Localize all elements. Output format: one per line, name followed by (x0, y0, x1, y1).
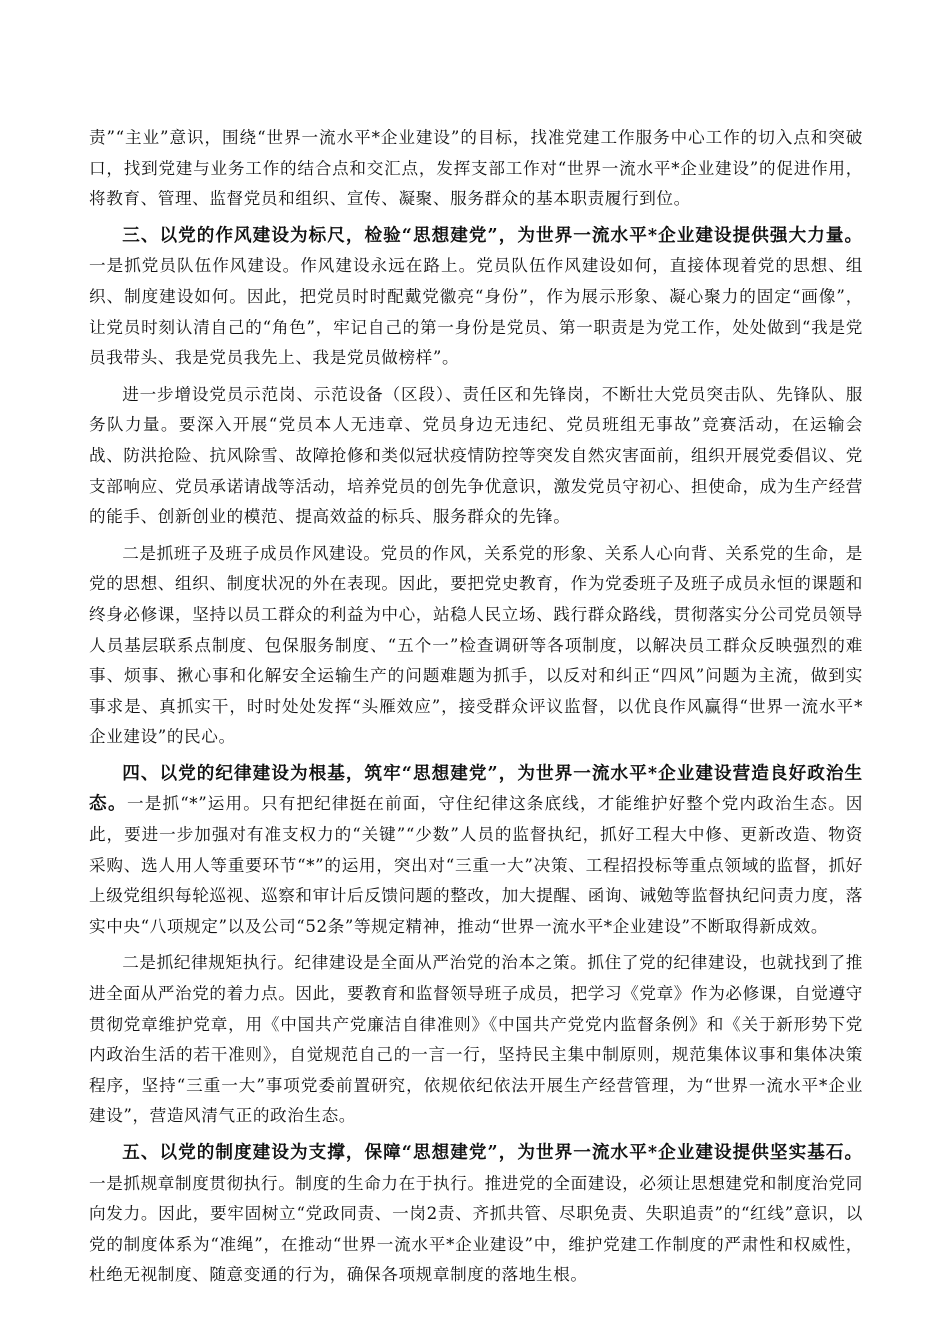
paragraph-4 (89, 539, 863, 753)
paragraph-7 (89, 1138, 863, 1291)
paragraph-2 (89, 221, 863, 374)
paragraph-1 (89, 123, 863, 215)
paragraph-6 (89, 948, 863, 1132)
paragraph-text: 二是抓纪律规矩执行。纪律建设是全面从严治党的治本之策。抓住了党的纪律建设，也就找到了推进全面从严治党的着力点。因此，要教育和监督领导班子成员，把学习《党章》作为必修课，自觉遵守贯彻党章维护党章，用《中国共产党廉洁自律准则》《中国共产党党内监督条例》和《关于新形势下党内政治生活的若干准则》，自觉规范自己的一言一行，坚持民主集中制原则，规范集体议事和集体决策程序，坚持“三重一大”事项党委前置研究，依规依纪依法开展生产经营管理，为“世界一流水平*企业建设”，营造风清气正的政治生态。 (89, 953, 863, 1126)
paragraph-text: 一是抓“*”运用。只有把纪律挺在前面，守住纪律这条底线，才能维护好整个党内政治生态。因此，要进一步加强对有准支权力的“关键”“少数”人员的监督执纪，抓好工程大中修、更新改造、物资采购、选人用人等重要环节“*”的运用，突出对“三重一大”决策、工程招投标等重点领域的监督，抓好上级党组织每轮巡视、巡察和审计后反馈问题的整改，加大提醒、函询、诫勉等监督执纪问责力度，落实中央“八项规定”以及公司“52条”等规定精神，推动“世界一流水平*企业建设”不断取得新成效。 (89, 794, 863, 936)
paragraph-text: 一是抓规章制度贯彻执行。制度的生命力在于执行。推进党的全面建设，必须让思想建党和制度治党同向发力。因此，要牢固树立“党政同责、一岗2责、齐抓共管、尽职免责、失职追责”的“红线”意识，以党的制度体系为“准绳”，在推动“世界一流水平*企业建设”中，维护党建工作制度的严肃性和权威性，杜绝无视制度、随意变通的行为，确保各项规章制度的落地生根。 (89, 1173, 863, 1285)
paragraph-3 (89, 380, 863, 533)
section-heading-5: 五、以党的制度建设为支撑，保障“思想建党”，为世界一流水平*企业建设提供坚实基石。 (122, 1142, 863, 1163)
section-heading-3: 三、以党的作风建设为标尺，检验“思想建党”，为世界一流水平*企业建设提供强大力量。 (122, 224, 863, 246)
paragraph-text: 责”“主业”意识，围绕“世界一流水平*企业建设”的目标，找准党建工作服务中心工作的切入点和突破口，找到党建与业务工作的结合点和交汇点，发挥支部工作对“世界一流水平*企业建设”的促进作用，将教育、管理、监督党员和组织、宣传、凝聚、服务群众的基本职责履行到位。 (89, 128, 863, 209)
paragraph-text: 二是抓班子及班子成员作风建设。党员的作风，关系党的形象、关系人心向背、关系党的生命，是党的思想、组织、制度状况的外在表现。因此，要把党史教育，作为党委班子及班子成员永恒的课题和终身必修课，坚持以员工群众的利益为中心，站稳人民立场、践行群众路线，贯彻落实分公司党员领导人员基层联系点制度、包保服务制度、“五个一”检查调研等各项制度，以解决员工群众反映强烈的难事、烦事、揪心事和化解安全运输生产的问题难题为抓手，以反对和纠正“四风”问题为主流，做到实事求是、真抓实干，时时处处发挥“头雁效应”，接受群众评议监督，以优良作风赢得“世界一流水平*企业建设”的民心。 (89, 543, 863, 747)
section-heading-4: 四、以党的纪律建设为根基，筑牢“思想建党”，为世界一流水平*企业建设营造良好政治生态。 (89, 762, 863, 815)
document-body (89, 123, 863, 1291)
paragraph-text: 进一步增设党员示范岗、示范设备（区段）、责任区和先锋岗，不断壮大党员突击队、先锋队、服务队力量。要深入开展“党员本人无违章、党员身边无违纪、党员班组无事故”竞赛活动，在运输会战、防洪抢险、抗风除雪、故障抢修和类似冠状疫情防控等突发自然灾害面前，组织开展党委倡议、党支部响应、党员承诺请战等活动，培养党员的创先争优意识，激发党员守初心、担使命，成为生产经营的能手、创新创业的模范、提高效益的标兵、服务群众的先锋。 (89, 384, 863, 527)
paragraph-text: 一是抓党员队伍作风建设。作风建设永远在路上。党员队伍作风建设如何，直接体现着党的思想、组织、制度建设如何。因此，把党员时时配戴党徽亮“身份”，作为展示形象、凝心聚力的固定“画像”，让党员时刻认清自己的“角色”，牢记自己的第一身份是党员、第一职责是为党工作，处处做到“我是党员我带头、我是党员我先上、我是党员做榜样”。 (89, 256, 863, 368)
paragraph-5 (89, 759, 863, 943)
